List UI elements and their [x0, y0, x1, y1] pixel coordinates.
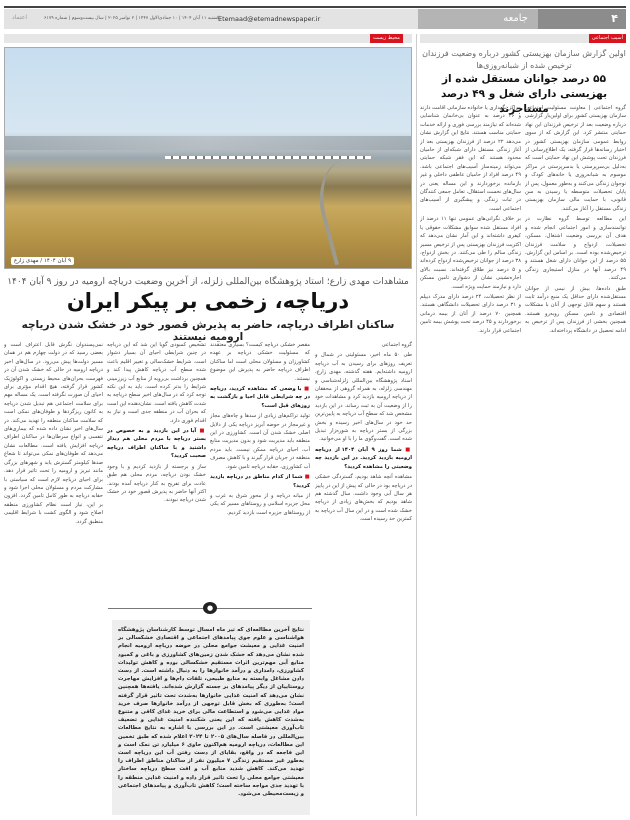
- email-link[interactable]: Etemaad@etemadnewspaper.ir: [218, 15, 321, 23]
- tag-social-harm: آسیب اجتماعی: [589, 34, 626, 43]
- page-number: ۴: [538, 9, 626, 29]
- tag-environment: محیط زیست: [370, 34, 403, 43]
- paragraph: مشاهده آنچه شاهد بودیم، گستردگی خشکی در دریاچه بود در حالی که پیش از این در پاییز هر سال آبی وجود داشت. سال گذشته هم شاهد بودیم که بخش‌های زیادی از دریاچه خشک شده است و در این سال آب دریاچه به کمترین حد رسیده است.: [315, 474, 412, 523]
- main-subheadline: ساکنان اطراف دریاچه، حاضر به پذیرش قصور خود در خشک شدن دریاچه ارومیه نیستند: [21, 319, 395, 343]
- main-column-1: [315, 341, 412, 816]
- top-rule: [4, 6, 626, 8]
- paragraph: از میانه دریاچه و از محور شرق به غرب و محل جزیره اسلامی و روستاهای مسیر که یکی از روستاهای جزیره است بازدید کردیم.: [210, 492, 310, 516]
- paragraph: طی ۵۰ ماه اخیر، مسئولیتی در شمال و تعریف روزهای برای رسیدن به آب دریاچه ارومیه داشته‌ایم. هفته گذشته، مهدی زارع، استاد پژوهشگاه بین‌المللی زلزله‌شناسی و مهندسی زلزله، به همراه گروهی از محققان از دریاچه ارومیه بازدید کرد و مشاهدات خود را از وضعیت آن به ثبت رساند. در این بازدید مشخص شد که سطح آب دریاچه به پایین‌ترین حد خود در سال‌های اخیر رسیده و بخش بزرگی از بستر دریاچه به شوره‌زار تبدیل شده است. گفت‌وگوی ما را با او می‌خوانید.: [315, 352, 412, 443]
- causeway-bridge: [165, 156, 371, 159]
- photo-caption: ۹ آبان ۱۴۰۴ / مهدی زارع: [11, 257, 74, 265]
- section-bar-environment: [4, 34, 412, 43]
- main-column-3: [107, 341, 206, 599]
- right-column-1: [525, 104, 626, 816]
- paragraph: طبق داده‌ها، بیش از نیمی از جوانان مستقل‌شده دارای حداقل یک منبع درآمد ثابت هستند و سهم قابل توجهی از آنان با مشکلات اقتصادی و تامین مسکن روبه‌رو هستند. همچنین بخشی از فرزندان پس از ترخیص به ادامه تحصیل در دانشگاه پرداخته‌اند.: [525, 285, 626, 334]
- road: [309, 151, 402, 266]
- main-kicker: مشاهدات مهدی زارع؛ استاد پژوهشگاه بین‌المللی زلزله، از آخرین وضعیت دریاچه ارومیه در روز ۹ آبان ۱۴۰۴: [7, 277, 409, 287]
- paragraph: مقصر خشکی دریاچه کیست؟ بسیاری معتقدند که مسئولیت خشکی دریاچه بر عهده کشاورزان و مسئولان محلی است اما ساکنان اطراف دریاچه حاضر به پذیرش این موضوع نیستند.: [210, 342, 310, 382]
- research-box: نتایج آخرین مطالعه‌ای که تیر ماه امسال توسط کارشناسان پژوهشگاه هواشناسی و علوم جوی پیامدهای اجتماعی و اقتصادی خشکسالی بر امنیت غذایی و معیشت جوامع محلی در حوضه دریاچه ارومیه انجام شده نشان می‌دهد که خشک شدن زمین‌های کشاورزی و باغی و کمبود منابع آبی مهم‌ترین اثرات مستقیم خشکسالی بوده و کاهش تولیدات کشاورزی، دامداری و درآمد خانوارها را به دنبال داشته است. از دست دادن مشاغل وابسته به منابع طبیعی، تلفات دام‌ها و افزایش مهاجرت روستاییان از دیگر پیامدهای بر جسته گزارش شده‌اند. یافته‌ها همچنین نشان می‌دهد که امنیت غذایی خانوارها به‌شدت تحت تاثیر قرار گرفته است؛ به‌طوری که بخش قابل توجهی از درآمد خانوارها صرف خرید مواد غذایی می‌شود و استطاعت مالی برای خرید غذای کافی و متنوع به‌شدت کاهش یافته که این یعنی شکننده امنیت غذایی و تضعیف تاب‌آوری معیشتی است. در این بررسی با اشاره به نتایج مطالعات بین‌المللی در فاصله سال‌های ۲۰۰۵ تا ۲۰۲۴ اعلام شده که طبق تخمین این مطالعات، دریاچه ارومیه هم‌اکنون حاوی ۶ میلیارد تن نمک است و این فاجعه که در واقع، بقایای از دست رفتن آب این دریاچه است به‌طور غیر مستقیم زندگی ۷ میلیون نفر از ساکنان مناطق اطراف را تهدید می‌کند. کاهش شدید منابع آب و افت سطح دریاچه ساختار معیشتی جوامع محلی را تحت تاثیر قرار داده و امنیت غذایی منطقه را با تهدید جدی مواجه ساخته است؛ کاهش تاب‌آوری و پیامدهای اجتماعی و زیست‌محیطی می‌شود.: [112, 620, 310, 815]
- main-column-2: [210, 341, 310, 599]
- page-header: [4, 9, 626, 29]
- mountains: [5, 136, 411, 150]
- interview-question: ■ شما روز ۹ آبان ۱۴۰۴ از دریاچه ارومیه بازدید کردید. در این بازدید چه وضعیتی را مشاهده کردید؟: [315, 446, 412, 471]
- paragraph: ساز و برجسته از بازدید کردیم و با وجود خشک بودن دریاچه، مردم محلی هم طبق عادت برای تفریح به کنار دریاچه آمده بودند. اکثر آنها حاضر به پذیرش قصور خود در خشک شدن دریاچه نبودند.: [107, 463, 206, 504]
- interview-question: ■ شما از کدام مناطق در دریاچه بازدید کردید؟: [210, 473, 310, 490]
- dateline: یکشنبه ۱۱ آبان ۱۴۰۴ | ۱۰ جمادی‌الاول ۱۴۴۷ | ۲ نوامبر ۲۰۲۵ | سال بیست‌وسوم | شماره ۶۱۷۹: [44, 16, 221, 21]
- paragraph: مراکز نگهداری یا خانواده سازمانی اقامت دارند و ۳۶ درصد به عنوان بی‌خانمان شناسایی شده‌اند که نیازمند بررسی فوری و ارائه خدمات حمایتی مناسب هستند. نتایج این گزارش نشان می‌دهد ۲۲ درصد از فرزندان بهزیستی بعد از آغاز زندگی مستقل دارای شبکه‌ای از حامیان محدود هستند که این فقر شبکه حمایتی می‌تواند زمینه‌ساز آسیب‌های اجتماعی باشد. ۴۹ درصد افراد از حامیان عاطفی داخلی و غیر بازمانده برخوردارند و این مساله یعنی در سال‌های نخست استقلال، تعامل جمعی کنندگان در ثبات زندگی و پیشگیری از آسیب‌های اجتماعی است.: [420, 105, 521, 212]
- paragraph: از نظر تحصیلات، ۲۴ درصد دارای مدرک دیپلم و ۳۱ درصد دارای تحصیلات دانشگاهی هستند. همچنین ۷۰ درصد از آنان از بیمه درمانی برخوردارند و ۴۵ درصد تحت پوشش بیمه تامین اجتماعی قرار دارند.: [420, 293, 521, 334]
- column-divider: [416, 34, 417, 816]
- newspaper-logo: اعتماد: [12, 14, 28, 21]
- lake-urmia-photo: [4, 47, 412, 269]
- right-headline: ۵۵ درصد جوانان مستقل شده از بهزیستی دارای شغل و ۴۹ درصد مستاجرند: [440, 73, 608, 115]
- right-column-2: [420, 104, 521, 816]
- section-name: جامعه: [418, 9, 538, 29]
- interview-question: ■ با وضعی که مشاهده کردید، دریاچه در چه شرایطی قابل احیا و بازگشت به روزهای قبل است؟: [210, 385, 310, 410]
- main-column-4: [4, 341, 103, 816]
- note-icon: ●: [203, 602, 217, 614]
- paragraph: گروه اجتماعی | معاونت مسئولیت اجتماعی سازمان بهزیستی کشور برای اولین‌بار گزارشی درباره وضعیت بعد از ترخیص فرزندان این نهاد حمایتی منتشر کرد. این گزارش که از سوی روابط عمومی سازمان بهزیستی کشور در اختیار رسانه‌ها قرار گرفته، یک اطلاع‌رسانی از فرزندان تحت پوشش این نهاد حمایتی است که به‌دلیل بی‌سرپرستی یا بدسرپرستی در مراکز موسوم به شبانه‌روزی یا خانه‌های کودک و نوجوان زندگی می‌کنند و به‌طور معمول، پس از پایان تحصیلات متوسطه یا رسیدن به سن قانونی، با حمایت مالی سازمان بهزیستی زندگی مستقل را آغاز می‌کنند.: [525, 105, 626, 212]
- interview-question: ■ آیا در این بازدید و به خصوص در بستر دریاچه با مردم محلی هم دیدار داشتید و با ساکنان اطراف دریاچه صحبت کردید؟: [107, 427, 206, 461]
- paragraph: بر خلاف نگرانی‌های عمومی تنها ۱۱ درصد از افراد مستقل شده سوابق مشکلات حقوقی یا کیفری داشته‌اند و این آمار نشان می‌دهد که اکثریت فرزندان بهزیستی پس از ترخیص مسیر زندگی سالم را طی می‌کنند. در بخش ازدواج، ۳۸ درصد از جوانان ترخیص‌شده ازدواج کرده‌اند و ۵ درصد نیز طلاق گرفته‌اند. نسبت بالای اجاره‌نشینی نشان از دشواری تامین مسکن دارد و نیازمند حمایت ویژه است.: [420, 216, 521, 290]
- right-kicker: اولین گزارش سازمان بهزیستی کشور درباره وضعیت فرزندان ترخیص شده از شبانه‌روزی‌ها: [422, 49, 626, 70]
- main-headline: دریاچه، زخمی بر پیکر ایران: [66, 289, 350, 313]
- paragraph: تولید تراکم‌های زیادی از سدها و چاه‌های مجاز و غیرمجاز در حوضه آبریز دریاچه یکی از دلایل اصلی خشک شدن آن است. کشاورزی در این منطقه باید مدیریت شود و بدون مدیریت منابع آب، احیای دریاچه ممکن نیست. باید مردم منطقه در جریان قرار گیرند و با کاهش مصرف آب کشاورزی، حقابه دریاچه تامین شود.: [210, 413, 310, 470]
- paragraph: تشخیص کمبودی گویا این شد که این دریاچه در چنین شرایطی احیای آن بسیار دشوار است. شرایط خشک‌سالی و تغییر اقلیم باعث شده سطح آب دریاچه کاهش پیدا کند و همچنین برداشت بی‌رویه از منابع آب زیرزمینی شرایط را بدتر کرده است. باید به این نکته توجه کرد که در سال‌های اخیر سطح دریاچه به شدت کاهش یافته است. نشان‌دهنده این است که بحران آب در منطقه جدی است و نیاز به اقدام فوری دارد.: [107, 342, 206, 424]
- paragraph: گروه اجتماعی: [381, 342, 412, 348]
- paragraph: نمی‌پسندوان نگرش قابل اعتراف است و بعضی رسید که در دولت چهارم هم در همان مسیر دولت‌ها پیش می‌رود. در سال‌های اخیر دریاچه ارومیه در حالی که خشک شدن آن در فهرست بحران‌های محیط زیستی و اکولوژیک کشور قرار گرفته، هیچ اقدام مؤثری برای احیای آن صورت نگرفته است. یک مساله مهم برای سلامت اجتماعی هم تبدیل شدن دریاچه به کانون ریزگردها و طوفان‌های نمکی است که سلامت ساکنان منطقه را تهدید می‌کند. در سال‌های اخیر نشان داده شده که بیماری‌های تنفسی و انواع سرطان‌ها در ساکنان اطراف دریاچه افزایش یافته است. مطالعات نشان می‌دهد که طوفان‌های نمکی می‌تواند تا شعاع صدها کیلومتر گسترش یابد و شهرهای بزرگی مانند تبریز و ارومیه را تحت تاثیر قرار دهد. برای احیای دریاچه لازم است که سیاستی با مشارکت مردم و مسئولان محلی اجرا شود و حقابه دریاچه به طور کامل تامین گردد. افزون بر این، نیاز است نظام کشاورزی منطقه اصلاح شود و الگوی کشت با شرایط اقلیمی منطبق گردد.: [4, 342, 103, 525]
- paragraph: این مطالعه توسط گروه نظارت در توانمندسازی و امور اجتماعی انجام شده و هدف آن بررسی وضعیت اشتغال، مسکن، تحصیلات، ازدواج و سلامت فرزندان ترخیص‌شده بوده است. بر اساس این گزارش، ۵۵ درصد از این جوانان دارای شغل هستند و ۴۹ درصد آنها در منازل استیجاری زندگی می‌کنند.: [525, 216, 626, 282]
